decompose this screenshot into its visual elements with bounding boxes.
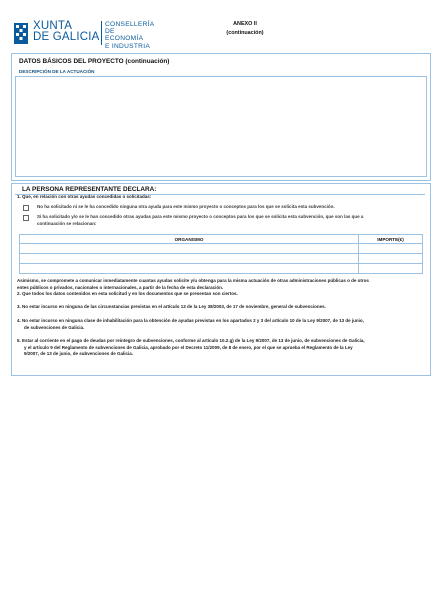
- option-no-aid-checkbox[interactable]: [23, 205, 29, 211]
- section-title: LA PERSONA REPRESENTANTE DECLARA:: [22, 186, 157, 193]
- annex-subtitle: (continuación): [226, 30, 264, 36]
- annex-title: ANEXO II: [233, 21, 257, 27]
- amount-input[interactable]: [359, 254, 423, 264]
- aid-table: [19, 234, 423, 274]
- declaration-item-4: 4. No estar incurso en ninguna clase de inhabilitación para la obtención de ayudas previstas en los apartados 2 y 3 del artículo 10 de la Ley 9/2007, de 13 de junio, de subvenciones de Galicia.: [17, 318, 364, 330]
- option-yes-aid-label: Sí ha solicitado y/o se le han concedido otras ayudas para este mismo proyecto o conceptos para los que se solicita esta subvención, que son las que a continuación se relacionan:: [37, 214, 364, 226]
- column-header-organism: ORGANISMO: [20, 235, 359, 244]
- option-no-aid-label: No ha solicitado ni se le ha concedido ninguna otra ayuda para este mismo proyecto o conceptos para los que se solicita esta subvención.: [37, 204, 335, 209]
- table-row: [20, 264, 423, 274]
- declaration-commitment: Asimismo, se compromete a comunicar inmediatamente cuantas ayudas solicite y/u obtenga para la misma actuación de otras administraciones públicas o de otros entes públicos o privados, nacionales o internacionales, a partir de la fecha de esta declaración.: [17, 278, 369, 290]
- logo-separator: [101, 21, 102, 45]
- declaration-item-3: 3. No estar incurso en ninguna de las circunstancias previstas en el artículo 13 de la Ley 38/2003, de 17 de noviembre, general de subvenciones.: [17, 304, 326, 309]
- declaration-item-1: 1. Que, en relación con otras ayudas concedidas o solicitadas:: [17, 194, 152, 199]
- declaration-item-2: 2. Que todos los datos contenidos en esta solicitud y en los documentos que se presentan son ciertos.: [17, 291, 238, 296]
- organism-input[interactable]: [20, 254, 359, 264]
- xunta-emblem-icon: [14, 23, 28, 44]
- description-label: DESCRIPCIÓN DE LA ACTUACIÓN: [19, 69, 95, 74]
- declaration-item-5: 5. Estar al corriente en el pago de deudas por reintegro de subvenciones, conforme al artículo 10.2.g) de la Ley 9/2007, de 13 de junio, de subvenciones de Galicia, y el artículo 9 del Reglamento de subvenciones de Galicia, aprobado por el Decreto 11/2009, de 8 de enero, por el que se aprueba el Reglamento de la Ley 9/2007, de 13 de junio, de subvenciones de Galicia.: [17, 338, 365, 356]
- declaration-section: [11, 183, 431, 376]
- organism-input[interactable]: [20, 244, 359, 254]
- annex-heading: [216, 20, 274, 38]
- table-header-row: [20, 235, 423, 244]
- table-row: [20, 254, 423, 264]
- option-yes-aid-checkbox[interactable]: [23, 215, 29, 221]
- table-row: [20, 244, 423, 254]
- amount-input[interactable]: [359, 264, 423, 274]
- project-data-section: [11, 53, 431, 181]
- description-textarea[interactable]: [15, 76, 427, 177]
- amount-input[interactable]: [359, 244, 423, 254]
- department-name: CONSELLERÍA DE ECONOMÍA E INDUSTRIA: [105, 21, 155, 50]
- organism-input[interactable]: [20, 264, 359, 274]
- section-title: DATOS BÁSICOS DEL PROYECTO (continuación): [19, 58, 170, 65]
- logo-name: XUNTA DE GALICIA: [33, 20, 100, 43]
- xunta-logo: [14, 19, 154, 51]
- column-header-amount: IMPORTE(€): [359, 235, 423, 244]
